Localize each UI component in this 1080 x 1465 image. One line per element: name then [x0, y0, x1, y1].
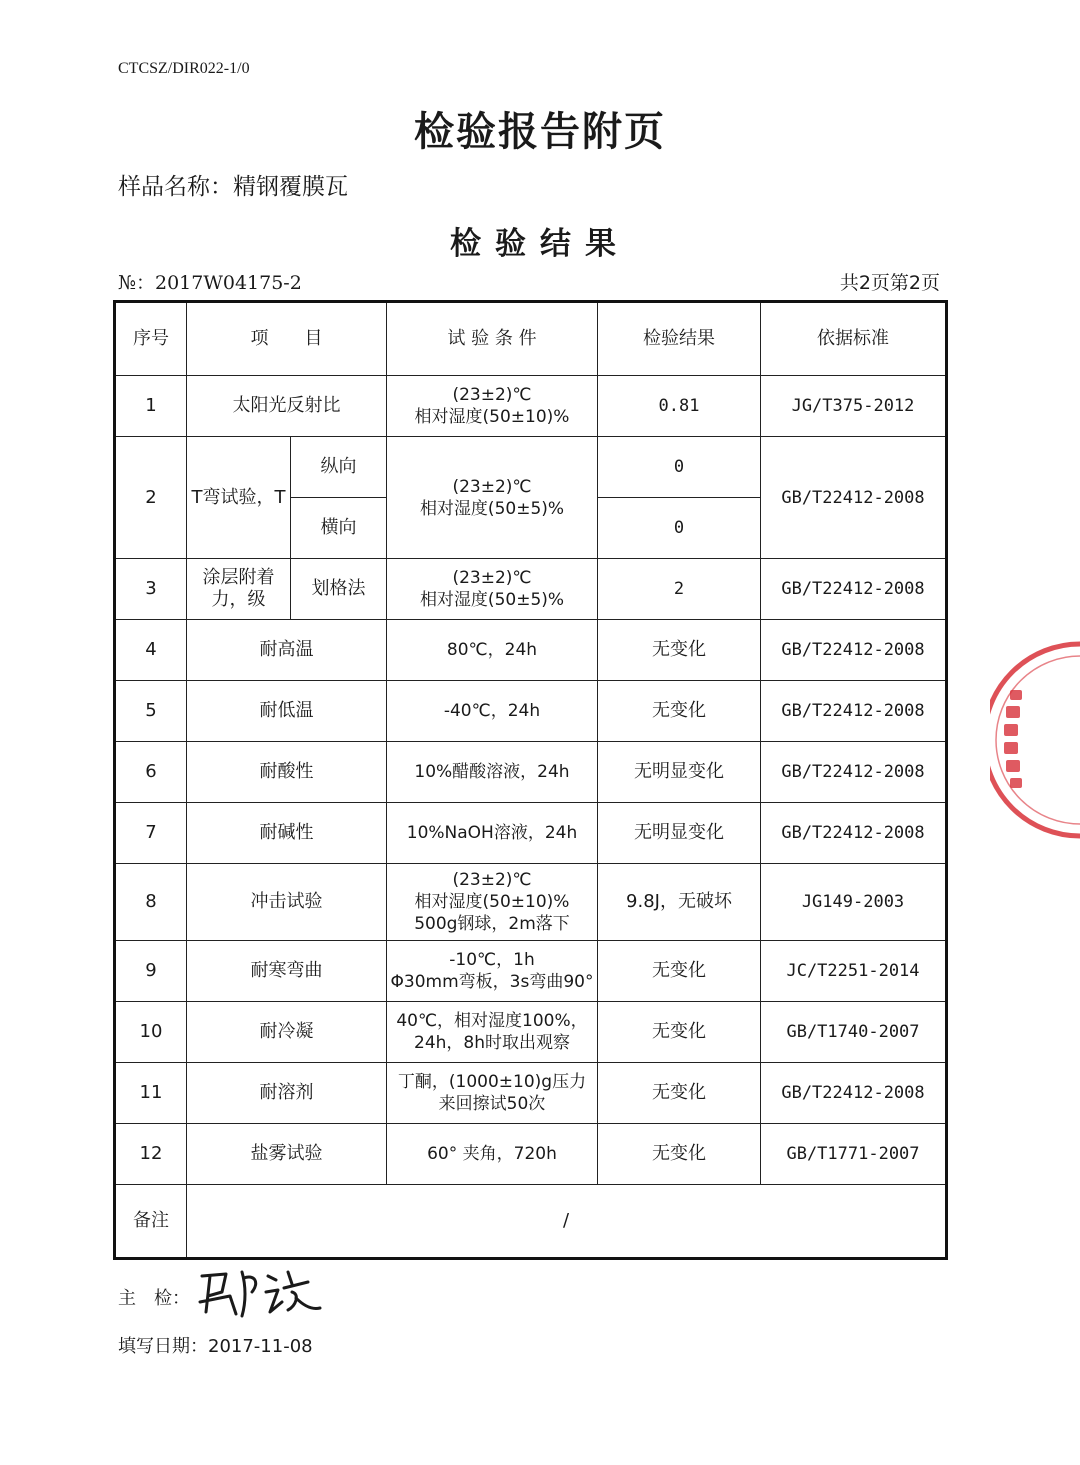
header-condition: 试 验 条 件 [387, 302, 598, 376]
row-standard: JG/T375-2012 [761, 376, 947, 437]
condition-line: 24h，8h时取出观察 [414, 1033, 570, 1053]
sample-name-value: 精钢覆膜瓦 [233, 174, 348, 200]
row-condition [387, 1002, 598, 1063]
table-row [115, 559, 947, 620]
row-condition [387, 941, 598, 1002]
row-no: 11 [115, 1063, 187, 1124]
row-subitem: 划格法 [291, 559, 387, 620]
row-standard: GB/T22412-2008 [761, 620, 947, 681]
table-row [115, 864, 947, 941]
sample-name-row [118, 168, 348, 201]
fill-date-value: 2017-11-08 [208, 1336, 313, 1357]
signature-image [196, 1262, 326, 1322]
row-result: 无明显变化 [598, 742, 761, 803]
row-item: T弯试验，T [187, 437, 291, 559]
row-result: 无变化 [598, 1002, 761, 1063]
row-item: 冲击试验 [187, 864, 387, 941]
row-no: 1 [115, 376, 187, 437]
row-standard: JG149-2003 [761, 864, 947, 941]
row-no: 6 [115, 742, 187, 803]
row-condition: 80℃，24h [387, 620, 598, 681]
row-standard: GB/T22412-2008 [761, 1063, 947, 1124]
row-standard: GB/T1771-2007 [761, 1124, 947, 1185]
header-no: 序号 [115, 302, 187, 376]
table-row [115, 742, 947, 803]
row-subitem: 横向 [291, 498, 387, 559]
row-result: 0 [598, 437, 761, 498]
fill-date-label: 填写日期： [118, 1336, 208, 1357]
row-result: 0 [598, 498, 761, 559]
table-row [115, 376, 947, 437]
report-title: 检验报告附页 [414, 109, 666, 155]
table-row [115, 941, 947, 1002]
table-row [115, 1124, 947, 1185]
header-standard: 依据标准 [761, 302, 947, 376]
row-no: 7 [115, 803, 187, 864]
row-item: 耐碱性 [187, 803, 387, 864]
row-condition: 60° 夹角，720h [387, 1124, 598, 1185]
table-row [115, 1002, 947, 1063]
row-item: 耐寒弯曲 [187, 941, 387, 1002]
remarks-row [115, 1185, 947, 1259]
row-item: 耐酸性 [187, 742, 387, 803]
fill-date-row [118, 1332, 313, 1358]
seal-stamp-icon [990, 640, 1080, 840]
row-subitem: 纵向 [291, 437, 387, 498]
table-row [115, 681, 947, 742]
condition-line: 相对湿度(50±5)% [419, 590, 565, 610]
row-condition [387, 559, 598, 620]
row-standard: JC/T2251-2014 [761, 941, 947, 1002]
table-header-row [115, 302, 947, 376]
row-standard: GB/T22412-2008 [761, 559, 947, 620]
condition-line: (23±2)℃ [452, 870, 532, 890]
condition-line: Φ30mm弯板，3s弯曲90° [390, 972, 594, 992]
remarks-value: / [187, 1185, 947, 1259]
row-result: 无变化 [598, 1063, 761, 1124]
row-standard: GB/T22412-2008 [761, 742, 947, 803]
condition-line: 来回擦试50次 [438, 1094, 546, 1114]
condition-line: 相对湿度(50±5)% [419, 498, 565, 519]
row-result: 0.81 [598, 376, 761, 437]
row-result: 9.8J，无破坏 [598, 864, 761, 941]
row-item: 耐低温 [187, 681, 387, 742]
condition-line: 相对湿度(50±10)% [414, 407, 570, 427]
table-row [115, 803, 947, 864]
row-item: 耐冷凝 [187, 1002, 387, 1063]
results-subtitle: 检验结果 [450, 226, 630, 262]
condition-line: 500g钢球，2m落下 [414, 914, 570, 934]
row-standard: GB/T1740-2007 [761, 1002, 947, 1063]
row-no: 5 [115, 681, 187, 742]
row-standard: GB/T22412-2008 [761, 681, 947, 742]
row-result: 无变化 [598, 681, 761, 742]
condition-line: 相对湿度(50±10)% [414, 892, 570, 912]
row-condition [387, 437, 598, 559]
row-result: 无变化 [598, 941, 761, 1002]
row-item: 耐高温 [187, 620, 387, 681]
row-item: 盐雾试验 [187, 1124, 387, 1185]
condition-line: (23±2)℃ [452, 568, 532, 588]
header-item: 项 目 [187, 302, 387, 376]
table-row [115, 1063, 947, 1124]
document-code: CTCSZ/DIR022-1/0 [118, 60, 250, 77]
row-no: 2 [115, 437, 187, 559]
row-result: 2 [598, 559, 761, 620]
row-standard: GB/T22412-2008 [761, 803, 947, 864]
table-row [115, 620, 947, 681]
report-number: №：2017W04175-2 [118, 272, 302, 294]
row-no: 8 [115, 864, 187, 941]
row-item: 太阳光反射比 [187, 376, 387, 437]
sample-name-label: 样品名称： [118, 174, 233, 200]
header-result: 检验结果 [598, 302, 761, 376]
condition-line: (23±2)℃ [452, 385, 532, 405]
row-no: 4 [115, 620, 187, 681]
condition-line: (23±2)℃ [452, 476, 532, 497]
row-item: 涂层附着力，级 [187, 559, 291, 620]
row-result: 无明显变化 [598, 803, 761, 864]
condition-line: 丁酮，(1000±10)g压力 [397, 1072, 587, 1092]
row-no: 10 [115, 1002, 187, 1063]
condition-line: -10℃，1h [449, 950, 535, 970]
row-condition: 10%NaOH溶液，24h [387, 803, 598, 864]
row-condition [387, 1063, 598, 1124]
row-no: 9 [115, 941, 187, 1002]
results-table [113, 300, 948, 1260]
row-no: 12 [115, 1124, 187, 1185]
row-item: 耐溶剂 [187, 1063, 387, 1124]
inspector-label: 主 检： [118, 1288, 190, 1309]
row-result: 无变化 [598, 1124, 761, 1185]
row-condition [387, 376, 598, 437]
row-no: 3 [115, 559, 187, 620]
row-condition: 10%醋酸溶液，24h [387, 742, 598, 803]
condition-line: 40℃，相对湿度100%， [396, 1011, 588, 1031]
page-info: 共2页第2页 [839, 272, 940, 294]
remarks-label: 备注 [115, 1185, 187, 1259]
table-row [115, 437, 947, 498]
row-condition: -40℃，24h [387, 681, 598, 742]
row-result: 无变化 [598, 620, 761, 681]
row-standard: GB/T22412-2008 [761, 437, 947, 559]
row-condition [387, 864, 598, 941]
